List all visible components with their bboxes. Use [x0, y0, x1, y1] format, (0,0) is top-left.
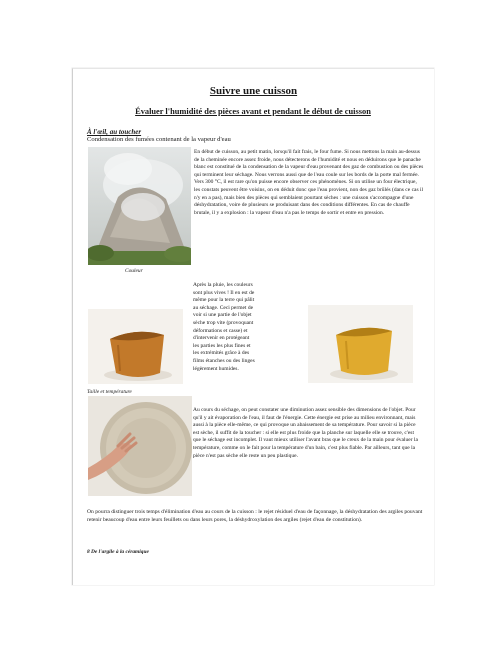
caption-taille: Taille et température	[87, 389, 132, 395]
dry-pot-photo	[308, 305, 413, 383]
paragraph-three-stages: On pourra distinguer trois temps d'élimination d'eau au cours de la cuisson : le rejet résiduel d'eau de façonnage, la déshydratation des argiles pouvant retenir beaucoup d'eau entre leurs feuillets ou dans leurs pores, la déshydroxylation des argiles (rejet d'eau de constitution).	[87, 509, 423, 523]
document-page	[72, 68, 434, 585]
smoking-kiln-illustration	[88, 147, 191, 265]
paragraph-smoke: En début de cuisson, au petit matin, lorsqu'il fait frais, le four fume. Si nous mettons la main au-dessus de la cheminée encore assez froide, nous détecterons de l'humidité et nous en déduirons que le panache blanc est constitué de la condensation de la vapeur d'eau provenant des gaz de combustion ou des pièces qui terminent leur séchage. Nous verrons aussi que de l'eau coule sur les bords de la porte mal fermée. Vers 300 °C, il est rare qu'on puisse encore observer ces phénomènes. Si on utilise un four électrique, les constats peuvent être voisins, on en déduit donc que l'eau provient, non des gaz brûlés (dans ce cas il n'y en a pas), mais bien des pièces qui semblaient pourtant sèches : une cuisson s'accompagne d'une déshydratation, voire de plusieurs se produisant dans des conditions différentes. En cas de chauffe brutale, il y a explosion : la vapeur d'eau n'a pas le temps de sortir et entre en pression.	[194, 149, 424, 216]
wet-pot-photo	[88, 309, 183, 384]
wet-pot-illustration	[88, 309, 183, 384]
hand-on-plate-photo	[88, 396, 192, 496]
section-title: Évaluer l'humidité des pièces avant et pendant le début de cuisson	[135, 107, 371, 116]
page-footer: 8 De l'argile à la céramique	[87, 549, 149, 555]
page-title: Suivre une cuisson	[209, 85, 298, 97]
dry-pot-illustration	[308, 305, 413, 383]
paragraph-colour: Après la pluie, les couleurs sont plus vives ! Il en est de même pour la terre qui pâlit au séchage. Ceci permet de voir si une partie de l'objet sèche trop vite (provoquant déformations et casse) et d'intervenir en protégeant les parties les plus fines et les extrémités grâce à des films étanches ou des linges légèrement humides.	[193, 282, 255, 372]
hand-on-plate-illustration	[88, 396, 192, 496]
paragraph-size-temperature: Au cours du séchage, on peut constater une diminution assez sensible des dimensions de l'objet. Pour qu'il y ait évaporation de l'eau, il faut de l'énergie. Cette énergie est prise au milieu environnant, mais aussi à la pièce elle-même, ce qui provoque un abaissement de sa température. Pour savoir si la pièce est sèche, il suffit de la toucher : si elle est plus froide que la planche sur laquelle elle se trouve, c'est que le séchage est incomplet. Il vaut mieux utiliser l'avant bras que le creux de la main pour évaluer la température, comme on le fait pour la température d'un bain, c'est plus fiable. Par ailleurs, tant que la pièce n'est pas sèche elle reste un peu plastique.	[193, 407, 418, 459]
subsection-title: À l'œil, au toucher	[87, 128, 142, 136]
subsection-caption: Condensation des fumées contenant de la vapeur d'eau	[87, 136, 231, 143]
caption-couleur: Couleur	[125, 268, 143, 274]
smoking-kiln-photo	[88, 147, 191, 265]
